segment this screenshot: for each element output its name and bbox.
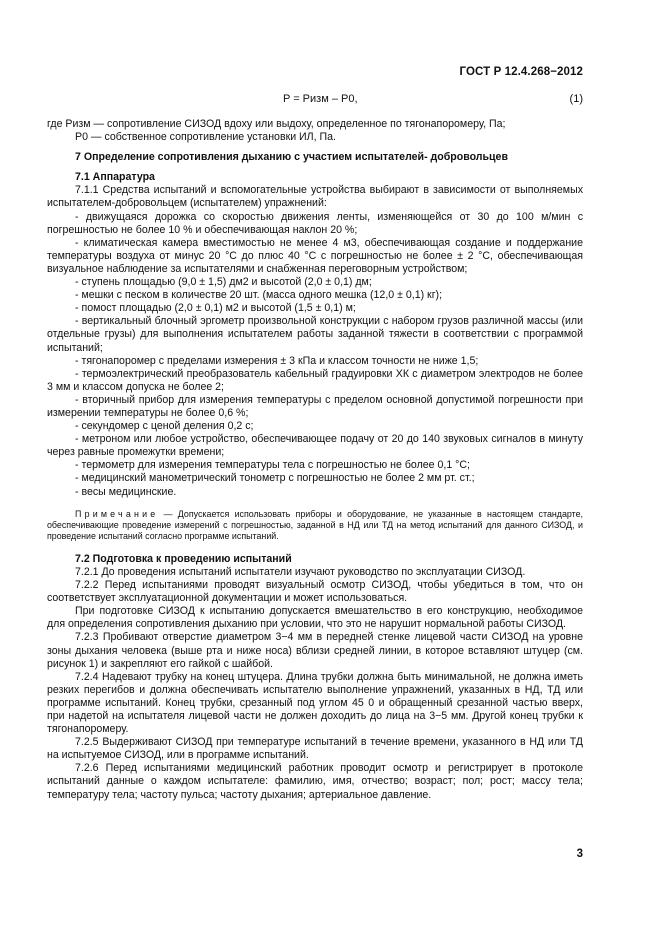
list-item: - мешки с песком в количестве 20 шт. (масса одного мешка (12,0 ± 0,1) кг); xyxy=(75,289,443,302)
document-body xyxy=(47,118,583,802)
standard-code: ГОСТ Р 12.4.268−2012 xyxy=(459,66,583,78)
list-item: - термометр для измерения температуры тела с погрешностью не более 0,1 °С; xyxy=(75,459,471,472)
list-item: - помост площадью (2,0 ± 0,1) м2 и высотой (1,5 ± 0,1) м; xyxy=(75,302,356,315)
paragraph: 7.2.2 Перед испытаниями проводят визуальный осмотр СИЗОД, чтобы убедиться в том, что он соответствует эксплуатационной документации и может использоваться. xyxy=(47,579,583,605)
list-item: - климатическая камера вместимостью не менее 4 м3, обеспечивающая создание и поддержание температуры воздуха от минус 20 °С до плюс 40 °С с погрешностью не более ± 2 °С, обеспечивающая визуальное наблюдение за испытателями и снабженная переговорным устройством; xyxy=(47,236,583,275)
subsection-heading: 7.1 Аппаратура xyxy=(75,171,155,184)
formula-number: (1) xyxy=(569,93,583,105)
list-item: - термоэлектрический преобразователь кабельный градуировки ХК с диаметром электродов не более 3 мм и классом допуска не более 2; xyxy=(47,367,583,393)
note-text: — Допускается использовать приборы и оборудование, не указанные в настоящем стандарте, обеспечивающие проведение измерений с погрешностью, заданной в НД или ТД на метод испытаний для данного СИЗОД, и проведение испытаний согласно программе испытаний. xyxy=(47,508,583,542)
list-item: - движущаяся дорожка со скоростью движения ленты, изменяющейся от 30 до 100 м/мин с погрешностью не более 10 % и обеспечивающая наклон 20 %; xyxy=(47,210,583,236)
list-item: - секундомер с ценой деления 0,2 с; xyxy=(75,420,254,433)
list-item: - ступень площадью (9,0 ± 1,5) дм2 и высотой (2,0 ± 0,1) дм; xyxy=(75,276,372,289)
note xyxy=(47,509,583,543)
paragraph: 7.2.4 Надевают трубку на конец штуцера. Длина трубки должна быть минимальной, не должна иметь резких перегибов и должна обеспечивать испытателю выполнение упражнений, указанных в НД, ТД или программе испытаний. Конец трубки, срезанный под углом 45 0 и обращенный срезанной частью вверх, при надетой на испытателя лицевой части не должен доходить до лица на 3−5 мм. Другой конец трубки к тягонапоромеру. xyxy=(47,670,583,736)
subsection-heading: 7.2 Подготовка к проведению испытаний xyxy=(75,552,292,565)
paragraph: 7.2.1 До проведения испытаний испытатели изучают руководство по эксплуатации СИЗОД. xyxy=(75,565,526,578)
note-label: Примечание xyxy=(75,508,159,519)
definition-line: P0 — собственное сопротивление установки ИЛ, Па. xyxy=(75,131,336,144)
list-item: - вторичный прибор для измерения температуры с пределом основной допустимой погрешности при измерении температуры не более 0,6 %; xyxy=(47,393,583,419)
section-heading: 7 Определение сопротивления дыханию с участием испытателей- добровольцев xyxy=(75,151,508,164)
list-item: - метроном или любое устройство, обеспечивающее подачу от 20 до 140 звуковых сигналов в минуту через равные промежутки времени; xyxy=(47,433,583,459)
paragraph: 7.2.5 Выдерживают СИЗОД при температуре испытаний в течение времени, указанного в НД или ТД на испытуемое СИЗОД, или в программе испытаний. xyxy=(47,736,583,762)
definition-line: где Pизм — сопротивление СИЗОД вдоху или выдоху, определенное по тягонапоромеру, Па; xyxy=(47,118,506,130)
paragraph: 7.2.3 Пробивают отверстие диаметром 3−4 мм в передней стенке лицевой части СИЗОД на уровне зоны дыхания человека (выше рта и ниже носа) вблизи средней линии, в которое вставляют штуцер (см. рисунок 1) и закрепляют его гайкой с шайбой. xyxy=(47,631,583,670)
list-item: - медицинский манометрический тонометр с погрешностью не более 2 мм рт. ст.; xyxy=(75,472,475,485)
formula: P = Pизм – P0, xyxy=(283,93,358,105)
list-item: - вертикальный блочный эргометр произвольной конструкции с набором грузов различной массы (или отдельные грузы) для выполнения испытателем работы заданной тяжести в соответствии с программой испытаний; xyxy=(47,315,583,354)
list-item: - весы медицинские. xyxy=(75,485,177,498)
page-number: 3 xyxy=(576,848,583,860)
paragraph: При подготовке СИЗОД к испытанию допускается вмешательство в его конструкцию, необходимое для определения сопротивления дыханию при условии, что это не нарушит нормальной работы СИЗОД. xyxy=(47,605,583,631)
list-item: - тягонапоромер с пределами измерения ± 3 кПа и классом точности не ниже 1,5; xyxy=(75,354,479,367)
paragraph: 7.2.6 Перед испытаниями медицинский работник проводит осмотр и регистрирует в протоколе испытаний данные о каждом испытателе: фамилию, имя, отчество; возраст; пол; рост; массу тела; температуру тела; частоту пульса; частоту дыхания; артериальное давление. xyxy=(47,762,583,801)
paragraph: 7.1.1 Средства испытаний и вспомогательные устройства выбирают в зависимости от выполняемых испытателем-добровольцем (испытателем) упражнений: xyxy=(47,184,583,210)
